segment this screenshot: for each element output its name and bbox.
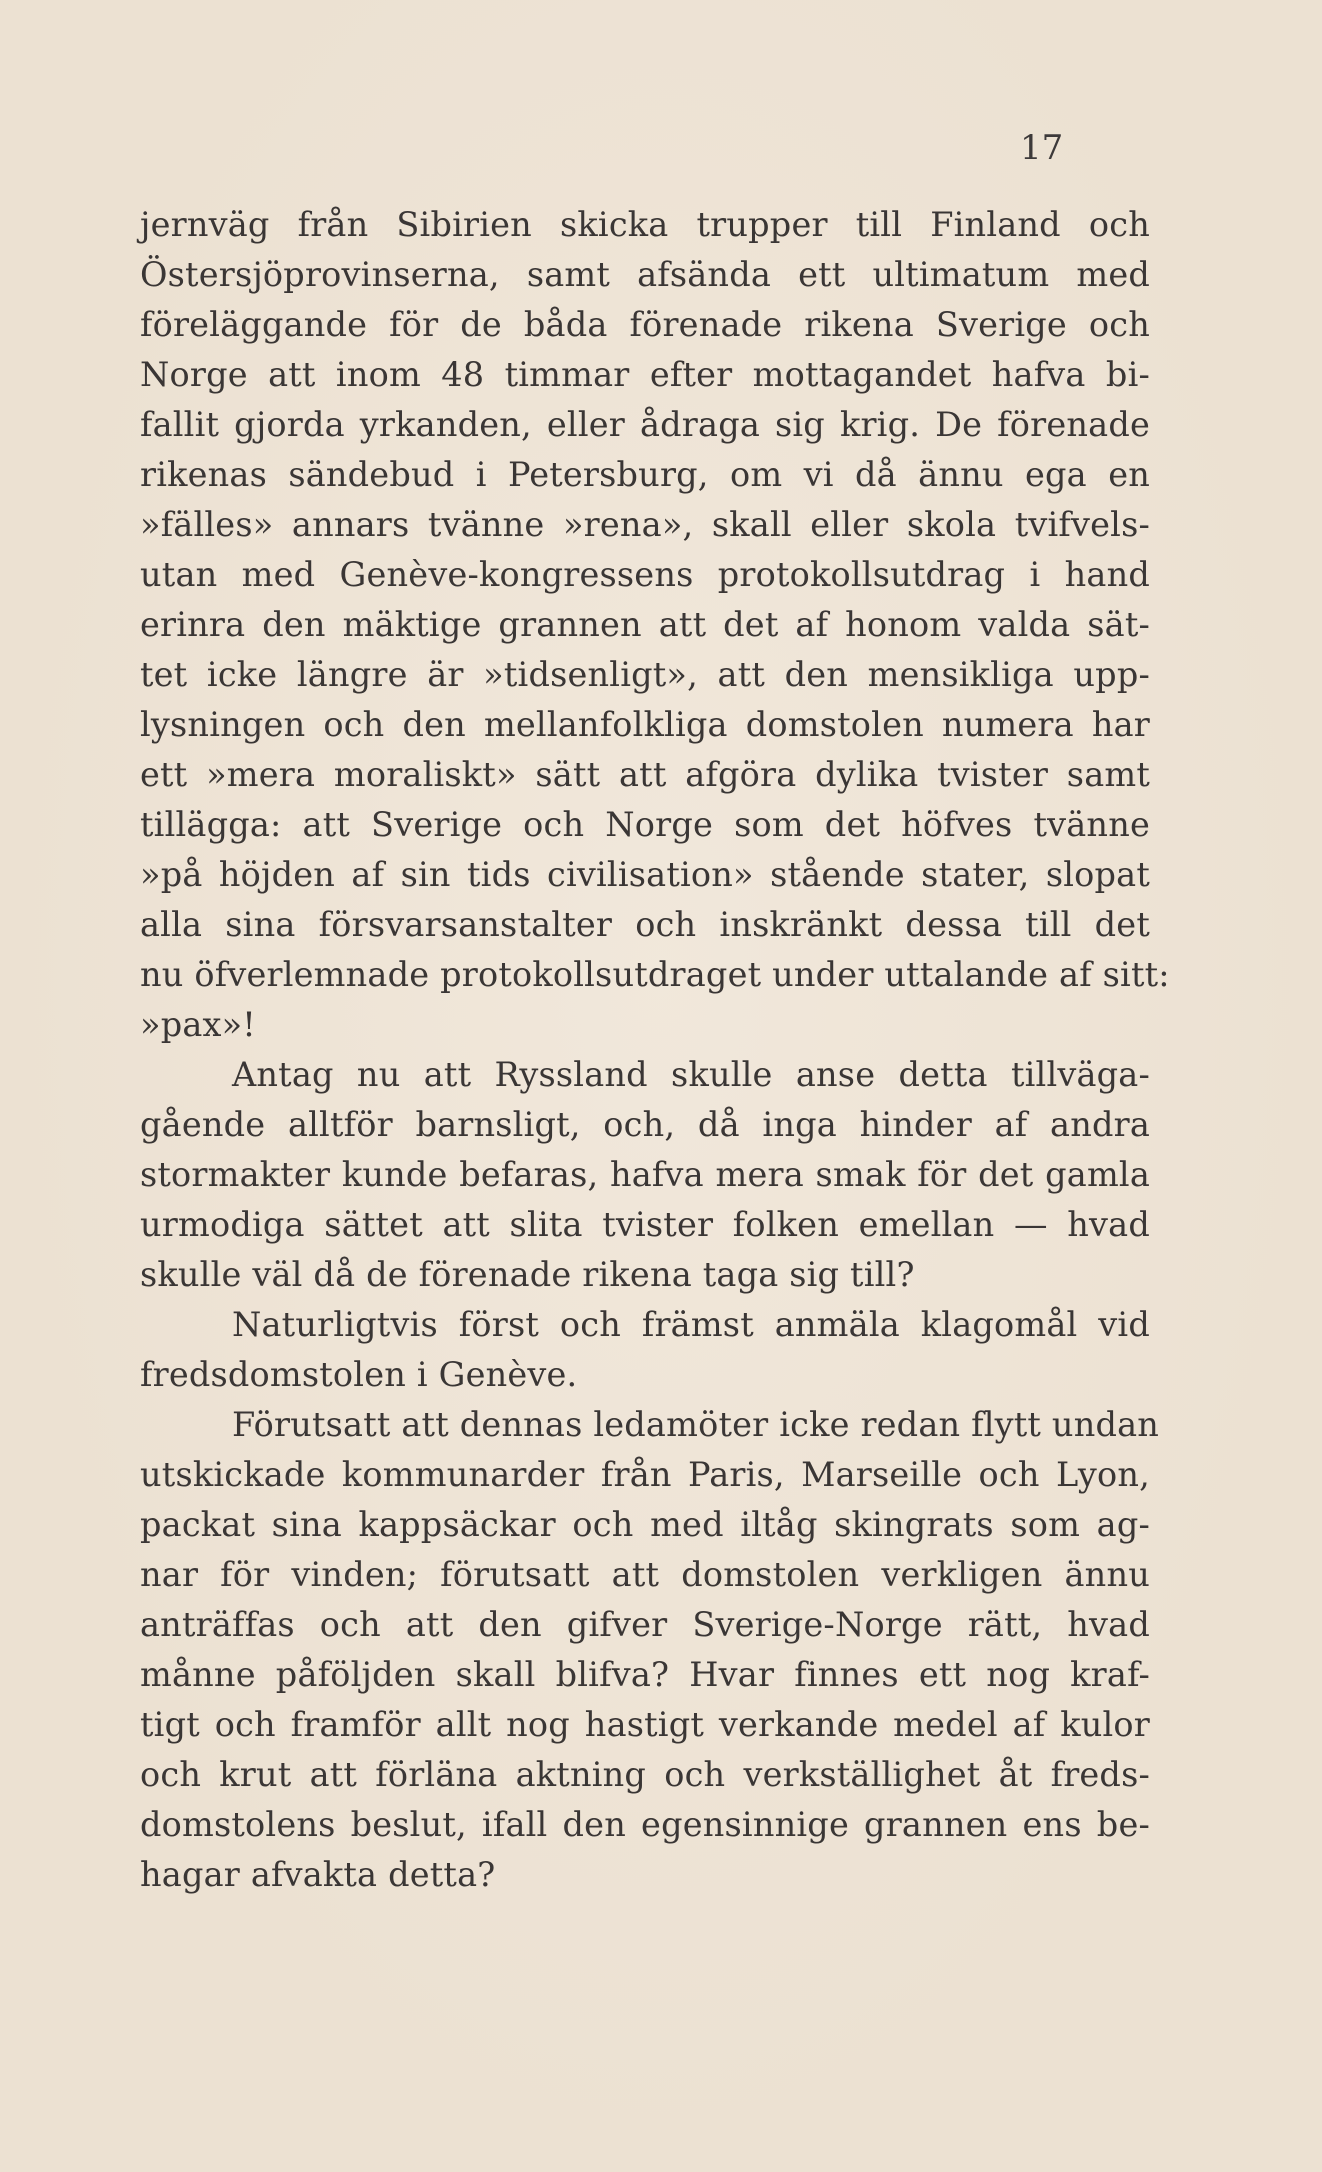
paragraph-3 <box>140 1300 1150 1400</box>
text-line: lysningen och den mellanfolkliga domstolen numera har <box>140 705 1150 744</box>
text-line: rikenas sändebud i Petersburg, om vi då ännu ega en <box>140 455 1150 494</box>
text-line: utskickade kommunarder från Paris, Marseille och Lyon, <box>140 1455 1150 1494</box>
text-line: föreläggande för de båda förenade rikena Sverige och <box>140 305 1150 344</box>
text-line: tigt och framför allt nog hastigt verkande medel af kulor <box>140 1705 1150 1744</box>
paragraph-2 <box>140 1050 1150 1300</box>
page-number: 17 <box>1020 128 1064 168</box>
paragraph-1 <box>140 200 1170 1050</box>
text-line: Antag nu att Ryssland skulle anse detta tillväga- <box>232 1055 1150 1094</box>
text-line: »fälles» annars tvänne »rena», skall eller skola tvifvels- <box>140 505 1150 544</box>
text-line: gående alltför barnsligt, och, då inga hinder af andra <box>140 1105 1150 1144</box>
text-line: och krut att förläna aktning och verkställighet åt freds- <box>140 1755 1150 1794</box>
text-line: utan med Genève-kongressens protokollsutdrag i hand <box>140 555 1150 594</box>
text-line: »på höjden af sin tids civilisation» stående stater, slopat <box>140 855 1150 894</box>
text-line: Naturligtvis först och främst anmäla klagomål vid <box>232 1305 1150 1344</box>
text-line: Norge att inom 48 timmar efter mottagandet hafva bi- <box>140 355 1150 394</box>
text-line: nu öfverlemnade protokollsutdraget under uttalande af sitt: <box>140 955 1170 994</box>
text-line: fredsdomstolen i Genève. <box>140 1355 578 1394</box>
text-line: Förutsatt att dennas ledamöter icke redan flytt undan <box>232 1405 1160 1444</box>
text-line: fallit gjorda yrkanden, eller ådraga sig krig. De förenade <box>140 405 1150 444</box>
text-line: erinra den mäktige grannen att det af honom valda sät- <box>140 605 1150 644</box>
text-line: jernväg från Sibirien skicka trupper till Finland och <box>140 205 1150 244</box>
text-line: urmodiga sättet att slita tvister folken emellan — hvad <box>140 1205 1150 1244</box>
text-line: anträffas och att den gifver Sverige-Norge rätt, hvad <box>140 1605 1150 1644</box>
paragraph-4 <box>140 1400 1160 1900</box>
text-line: tet icke längre är »tidsenligt», att den mensikliga upp- <box>140 655 1150 694</box>
text-line: packat sina kappsäckar och med iltåg skingrats som ag- <box>140 1505 1150 1544</box>
text-line: skulle väl då de förenade rikena taga sig till? <box>140 1255 915 1294</box>
text-line: hagar afvakta detta? <box>140 1855 496 1894</box>
text-line: domstolens beslut, ifall den egensinnige grannen ens be- <box>140 1805 1150 1844</box>
text-line: månne påföljden skall blifva? Hvar finnes ett nog kraf- <box>140 1655 1150 1694</box>
body-text <box>140 200 1170 1900</box>
text-line: alla sina försvarsanstalter och inskränkt dessa till det <box>140 905 1150 944</box>
text-line: nar för vinden; förutsatt att domstolen verkligen ännu <box>140 1555 1150 1594</box>
text-line: stormakter kunde befaras, hafva mera smak för det gamla <box>140 1155 1150 1194</box>
text-line: tillägga: att Sverige och Norge som det höfves tvänne <box>140 805 1150 844</box>
text-line: »pax»! <box>140 1005 256 1044</box>
text-line: Östersjöprovinserna, samt afsända ett ultimatum med <box>140 255 1150 294</box>
text-line: ett »mera moraliskt» sätt att afgöra dylika tvister samt <box>140 755 1150 794</box>
